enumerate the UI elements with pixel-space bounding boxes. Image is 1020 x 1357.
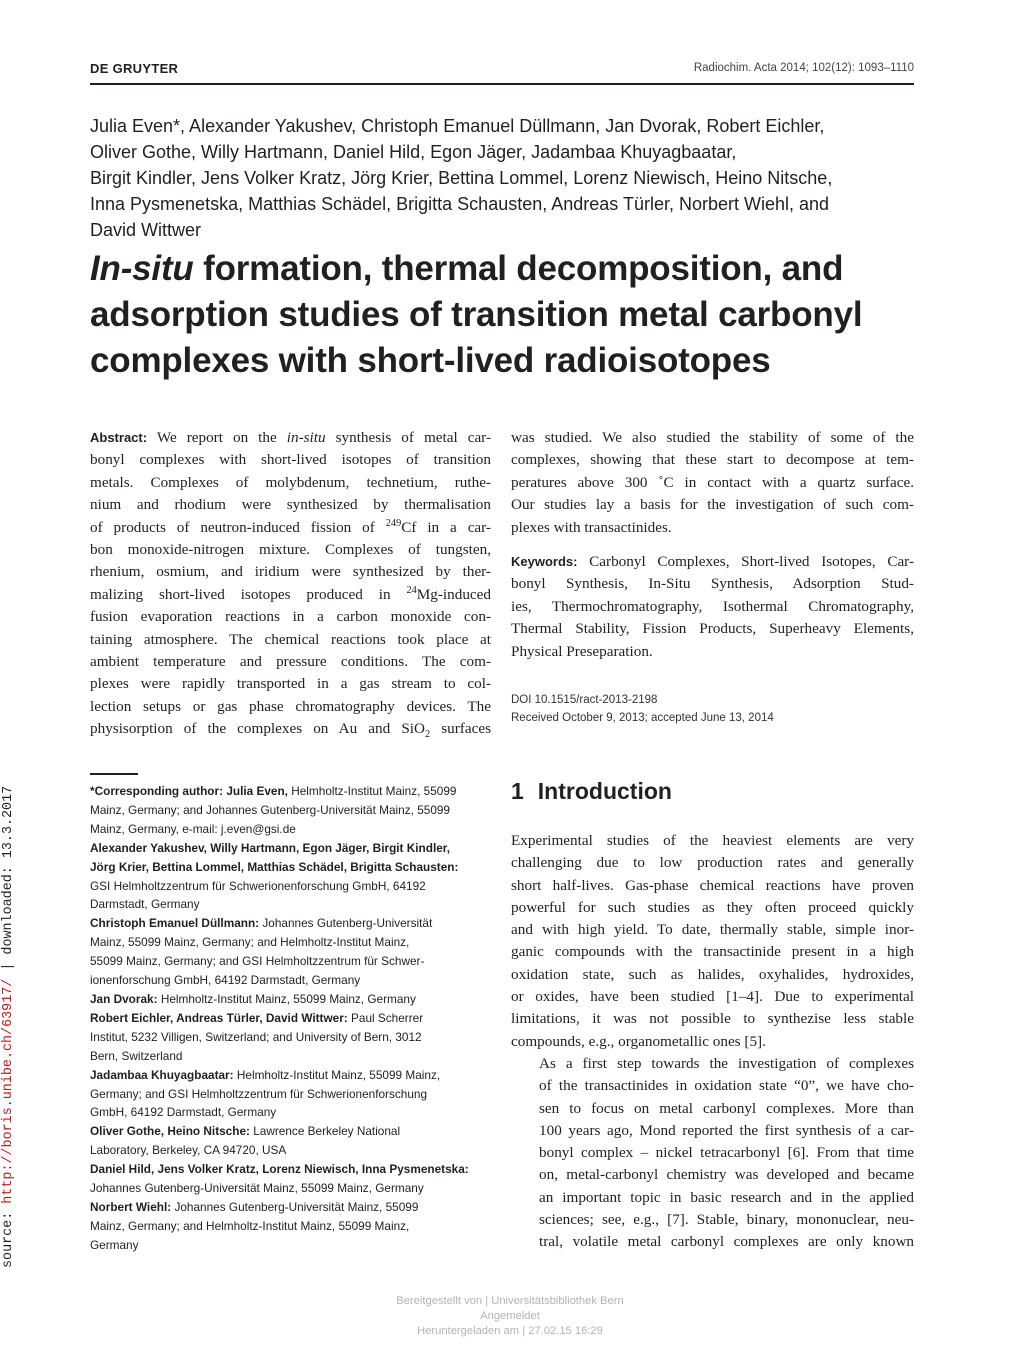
abstract-line: lection setups or gas phase chromatography devices. The	[90, 697, 491, 715]
affiliation-line: Laboratory, Berkeley, CA 94720, USA	[90, 1143, 287, 1158]
intro-line: bonyl complex – nickel tetracarbonyl [6]. From that time	[539, 1144, 914, 1162]
intro-line: on, metal-carbonyl chemistry was developed and became	[539, 1166, 914, 1184]
keywords-label: Keywords:	[511, 554, 578, 569]
abstract-line: of products of neutron-induced fission of $^{249}$Cf in a car-	[90, 517, 491, 536]
abstract-line: fusion evaporation reactions in a carbon monoxide con-	[90, 608, 491, 626]
affiliation-line: Jan Dvorak: Helmholtz-Institut Mainz, 55099 Mainz, Germany	[90, 991, 416, 1006]
intro-line: 100 years ago, Mond reported the first synthesis of a car-	[539, 1121, 914, 1139]
intro-line: oxidation state, such as halides, oxyhalides, hydroxides,	[511, 965, 914, 983]
publisher-name: DE GRUYTER	[90, 61, 179, 76]
introduction-text	[511, 830, 914, 1254]
article-title	[90, 246, 920, 384]
intro-line: of the transactinides in oxidation state “0”, we have cho-	[539, 1077, 914, 1095]
intro-line: sen to focus on metal carbonyl complexes. More than	[539, 1099, 914, 1117]
author-line: David Wittwer	[90, 220, 202, 240]
author-line: Inna Pysmenetska, Matthias Schädel, Brigitta Schausten, Andreas Türler, Norbert Wiehl, and	[90, 194, 830, 214]
abstract-label: Abstract:	[90, 430, 148, 445]
affiliation-line: Mainz, Germany; and Johannes Gutenberg-Universität Mainz, 55099	[90, 802, 450, 817]
section-number: 1	[511, 778, 524, 804]
doi-block	[511, 691, 914, 727]
author-line: Julia Even*, Alexander Yakushev, Christoph Emanuel Düllmann, Jan Dvorak, Robert Eichler,	[90, 116, 825, 136]
abstract-left	[90, 427, 491, 741]
affiliation-line: Mainz, Germany, e-mail: j.even@gsi.de	[90, 821, 296, 836]
abstract-line: complexes, showing that these start to decompose at tem-	[511, 451, 914, 469]
intro-line: compounds, e.g., organometallic ones [5].	[511, 1032, 766, 1050]
abstract-line: was studied. We also studied the stability of some of the	[511, 429, 914, 446]
affiliation-line: GmbH, 64192 Darmstadt, Germany	[90, 1105, 277, 1120]
abstract-line: rhenium, osmium, and iridium were synthesized by ther-	[90, 563, 491, 581]
affiliation-line: ionenforschung GmbH, 64192 Darmstadt, Germany	[90, 973, 361, 988]
intro-paragraph	[511, 1053, 914, 1254]
abstract-line: bonyl complexes with short-lived isotopes of transition	[90, 451, 491, 469]
download-sidebar	[1, 785, 21, 1288]
intro-line: limitations, it was not possible to synthezise less stable	[511, 1010, 914, 1028]
intro-line: As a first step towards the investigation of complexes	[539, 1054, 914, 1072]
section-heading	[511, 778, 672, 805]
affiliation-line: Daniel Hild, Jens Volker Kratz, Lorenz Niewisch, Inna Pysmenetska:	[90, 1162, 469, 1177]
footer-line: Angemeldet	[480, 1310, 540, 1322]
abstract-line: plexes with transactinides.	[511, 518, 672, 536]
intro-paragraph	[511, 830, 914, 1053]
abstract-line: bon monoxide-nitrogen mixture. Complexes of tungsten,	[90, 541, 491, 559]
keywords-line: ies, Thermochromatography, Isothermal Chromatography,	[511, 597, 914, 615]
doi-link[interactable]: DOI 10.1515/ract-2013-2198	[511, 694, 658, 706]
header-rule	[90, 83, 914, 85]
title-italic: In-situ	[90, 249, 194, 288]
author-list	[90, 113, 930, 243]
affiliation-line: Robert Eichler, Andreas Türler, David Wittwer: Paul Scherrer	[90, 1010, 424, 1025]
title-line2: adsorption studies of transition metal carbonyl	[90, 295, 863, 334]
intro-line: challenging due to low production rates and generally	[511, 854, 914, 872]
intro-line: Experimental studies of the heaviest elements are very	[511, 832, 914, 849]
abstract-line: ambient temperature and pressure conditions. The com-	[90, 653, 491, 671]
affiliation-line: 55099 Mainz, Germany; and GSI Helmholtzzentrum für Schwer-	[90, 954, 425, 969]
affiliation-line: *Corresponding author: Julia Even, Helmholtz-Institut Mainz, 55099	[90, 784, 457, 798]
affiliation-line: GSI Helmholtzzentrum für Schwerionenforschung GmbH, 64192	[90, 878, 426, 893]
keywords-line: Keywords: Carbonyl Complexes, Short-lived Isotopes, Car-	[511, 553, 914, 570]
sidebar-text: source: http://boris.unibe.ch/63917/ | downloaded: 13.3.2017	[1, 785, 16, 1268]
keywords-line: bonyl Synthesis, In-Situ Synthesis, Adsorption Stud-	[511, 575, 914, 593]
footer-line: Heruntergeladen am | 27.02.15 16:29	[417, 1325, 603, 1337]
author-line: Oliver Gothe, Willy Hartmann, Daniel Hild, Egon Jäger, Jadambaa Khuyagbaatar,	[90, 142, 737, 162]
affiliation-line: Alexander Yakushev, Willy Hartmann, Egon Jäger, Birgit Kindler,	[90, 840, 451, 855]
affiliation-line: Mainz, 55099 Mainz, Germany; and Helmholtz-Institut Mainz,	[90, 935, 410, 950]
affiliation-line: Darmstadt, Germany	[90, 897, 200, 912]
intro-line: an important topic in basic research and in the applied	[539, 1188, 914, 1206]
author-affiliations	[90, 782, 491, 1255]
footer-line: Bereitgestellt von | Universitätsbibliothek Bern	[396, 1295, 624, 1307]
affiliation-line: Norbert Wiehl: Johannes Gutenberg-Universität Mainz, 55099	[90, 1199, 419, 1214]
section-title: Introduction	[537, 778, 672, 804]
author-line: Birgit Kindler, Jens Volker Kratz, Jörg Krier, Bettina Lommel, Lorenz Niewisch, Heino Nitsche,	[90, 168, 833, 188]
access-footer	[0, 1294, 1020, 1339]
abstract-line: peratures above 300 ˚C in contact with a quartz surface.	[511, 473, 914, 491]
intro-line: ganic compounds with the transactinide present in a high	[511, 943, 914, 961]
affiliation-line: Mainz, Germany; and Helmholtz-Institut Mainz, 55099 Mainz,	[90, 1218, 410, 1233]
intro-line: tral, volatile metal carbonyl complexes are only known	[539, 1233, 914, 1251]
abstract-line: Abstract: We report on the in-situ synthesis of metal car-	[90, 429, 491, 446]
affiliation-line: Institut, 5232 Villigen, Switzerland; and University of Bern, 3012	[90, 1029, 422, 1044]
abstract-line: nium and rhodium were synthesized by thermalisation	[90, 496, 491, 514]
title-line	[90, 246, 920, 292]
abstract-line: plexes were rapidly transported in a gas stream to col-	[90, 675, 491, 693]
intro-line: sciences; see, e.g., [7]. Stable, binary, mononuclear, neu-	[539, 1211, 914, 1229]
journal-citation: Radiochim. Acta 2014; 102(12): 1093–1110	[693, 62, 914, 74]
affiliation-line: Bern, Switzerland	[90, 1048, 183, 1063]
affiliation-line: Christoph Emanuel Düllmann: Johannes Gutenberg-Universität	[90, 916, 433, 931]
affiliation-line: Jörg Krier, Bettina Lommel, Matthias Schädel, Brigitta Schausten:	[90, 859, 459, 874]
source-link[interactable]: http://boris.unibe.ch/63917/	[1, 978, 16, 1204]
intro-line: and with high yield. To date, thermally stable, simple inor-	[511, 921, 914, 939]
keywords-line: Thermal Stability, Fission Products, Superheavy Elements,	[511, 620, 914, 638]
abstract-line: metals. Complexes of molybdenum, technetium, ruthe-	[90, 473, 491, 491]
keywords-line: Physical Preseparation.	[511, 642, 653, 660]
abstract-right	[511, 427, 914, 539]
keywords-block	[511, 551, 914, 663]
title-line3: complexes with short-lived radioisotopes	[90, 341, 771, 380]
footnote-rule	[90, 773, 138, 775]
abstract-line: malizing short-lived isotopes produced in $^{24}$Mg-induced	[90, 584, 491, 603]
received-dates: Received October 9, 2013; accepted June 13, 2014	[511, 712, 774, 724]
title-line1: formation, thermal decomposition, and	[193, 249, 844, 288]
abstract-line: taining atmosphere. The chemical reactions took place at	[90, 630, 491, 648]
affiliation-line: Jadambaa Khuyagbaatar: Helmholtz-Institut Mainz, 55099 Mainz,	[90, 1067, 441, 1082]
affiliation-line: Johannes Gutenberg-Universität Mainz, 55099 Mainz, Germany	[90, 1181, 424, 1196]
intro-line: powerful for such studies as they often proceed quickly	[511, 898, 914, 916]
intro-line: or oxides, have been studied [1–4]. Due to experimental	[511, 988, 914, 1006]
intro-line: short half-lives. Gas-phase chemical reactions have proven	[511, 876, 914, 894]
affiliation-line: Oliver Gothe, Heino Nitsche: Lawrence Berkeley National	[90, 1124, 401, 1139]
affiliation-line: Germany	[90, 1237, 139, 1252]
affiliation-line: Germany; and GSI Helmholtzzentrum für Schwerionenforschung	[90, 1086, 428, 1101]
abstract-line: physisorption of the complexes on Au and SiO$_2$ surfaces	[90, 720, 491, 741]
abstract-line: Our studies lay a basis for the investigation of such com-	[511, 496, 914, 514]
